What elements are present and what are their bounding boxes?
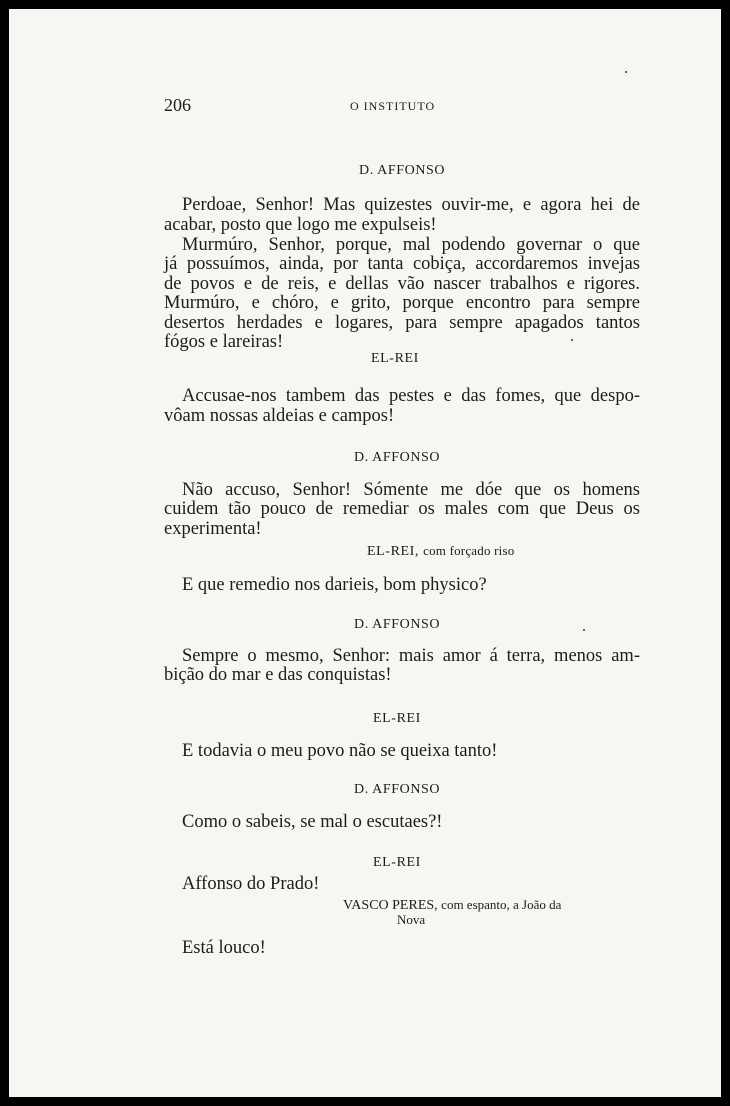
stage-direction: com forçado riso (423, 543, 515, 558)
text-line: E que remedio nos darieis, bom physico? (182, 575, 487, 595)
text-line: Accusae-nos tambem das pestes e das fomes, que despo- (182, 386, 640, 406)
text-line: Murmúro, e chóro, e grito, porque encontro para sempre (164, 293, 640, 313)
speaker-line (367, 543, 514, 560)
scan-speck (583, 629, 585, 631)
speaker-name: EL-REI (371, 351, 419, 366)
speaker-name: EL-REI, (367, 544, 420, 559)
book-page (9, 9, 721, 1097)
text-line: Affonso do Prado! (182, 874, 320, 894)
text-line: Perdoae, Senhor! Mas quizestes ouvir-me, e agora hei de (182, 195, 640, 215)
speaker-name: D. AFFONSO (354, 450, 441, 465)
text-line: desertos herdades e logares, para sempre apagados tantos (164, 313, 640, 333)
text-line: cuidem tão pouco de remediar os males com que Deus os (164, 499, 640, 519)
text-line: acabar, posto que logo me expulseis! (164, 215, 437, 235)
speaker-name: D. AFFONSO (354, 617, 441, 632)
scan-speck (571, 339, 573, 341)
speaker-name: D. AFFONSO (359, 163, 446, 178)
text-line: experimenta! (164, 519, 262, 539)
text-line: Murmúro, Senhor, porque, mal podendo governar o que (182, 235, 640, 255)
speaker-name: VASCO PERES, (343, 898, 438, 913)
page-number: 206 (164, 95, 191, 115)
text-line: bição do mar e das conquistas! (164, 665, 392, 685)
speaker-name: EL-REI (373, 855, 421, 870)
text-line: Sempre o mesmo, Senhor: mais amor á terra, menos am- (182, 646, 640, 666)
page-header (164, 95, 644, 115)
speaker-line (343, 897, 643, 913)
text-line: vôam nossas aldeias e campos! (164, 406, 395, 426)
stage-direction: com espanto, a João da (441, 897, 562, 912)
text-line: Como o sabeis, se mal o escutaes?! (182, 812, 443, 832)
text-line: Está louco! (182, 938, 266, 958)
running-title: O INSTITUTO (350, 99, 436, 113)
text-line: Não accuso, Senhor! Sómente me dóe que os homens (182, 480, 640, 500)
speaker-name: EL-REI (373, 711, 421, 726)
text-line: fógos e lareiras! (164, 332, 284, 352)
text-line: já possuímos, ainda, por tanta cobiça, accordaremos invejas (164, 254, 640, 274)
speaker-name: D. AFFONSO (354, 782, 441, 797)
text-line: E todavia o meu povo não se queixa tanto! (182, 741, 498, 761)
scan-speck (625, 71, 627, 73)
stage-direction-continuation: Nova (397, 912, 426, 927)
text-line: de povos e de reis, e dellas vão nascer trabalhos e rigores. (164, 274, 640, 294)
